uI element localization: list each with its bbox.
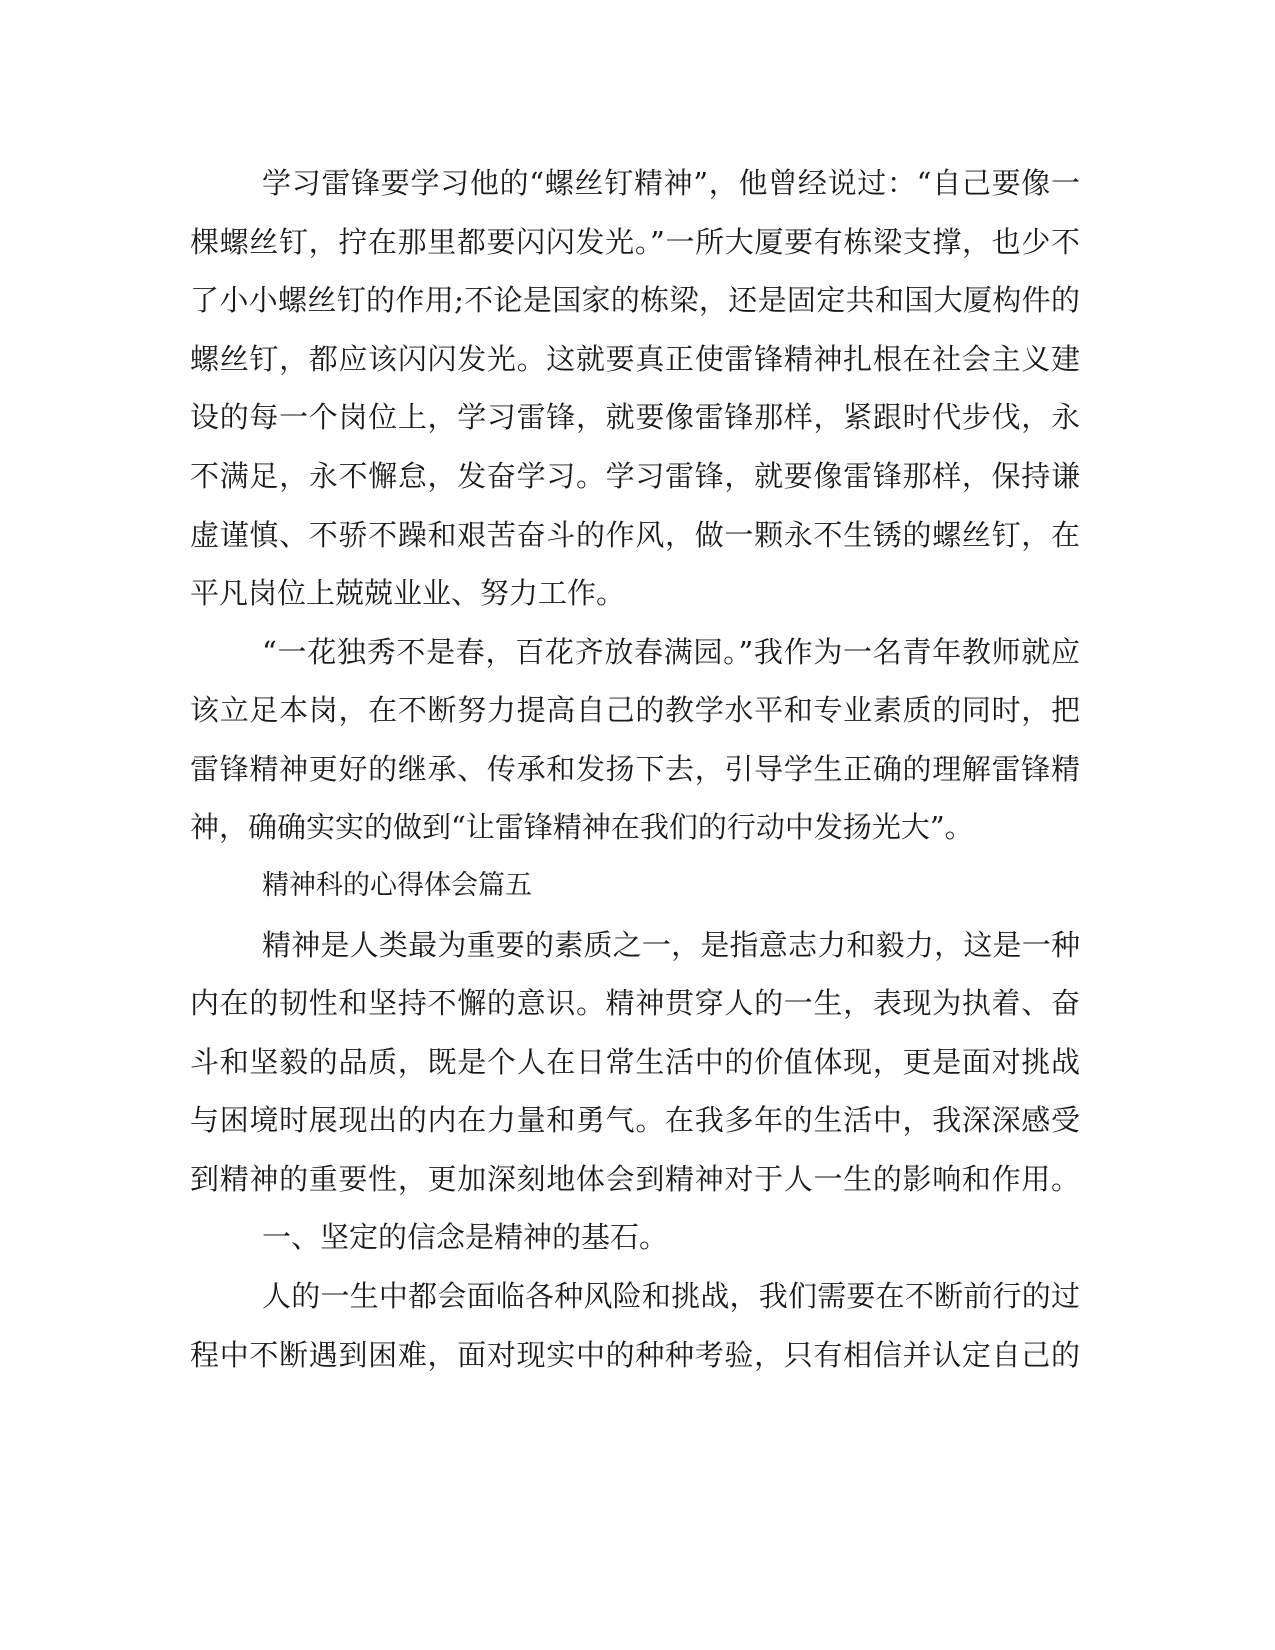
text-line: 到精神的重要性，更加深刻地体会到精神对于人一生的影响和作用。 [190, 1162, 1080, 1196]
text-line: 雷锋精神更好的继承、传承和发扬下去，引导学生正确的理解雷锋精 [190, 752, 1080, 786]
text-line: 虚谨慎、不骄不躁和艰苦奋斗的作风，做一颗永不生锈的螺丝钉，在 [190, 518, 1080, 552]
text-line: 设的每一个岗位上，学习雷锋，就要像雷锋那样，紧跟时代步伐，永 [190, 400, 1080, 434]
text-line: 一、坚定的信念是精神的基石。 [262, 1220, 669, 1254]
text-line: 该立足本岗，在不断努力提高自己的教学水平和专业素质的同时，把 [190, 693, 1080, 727]
section-heading: 精神科的心得体会篇五 [262, 870, 532, 901]
text-line: 精神是人类最为重要的素质之一，是指意志力和毅力，这是一种 [262, 928, 1080, 962]
text-line: 棵螺丝钉，拧在那里都要闪闪发光。”一所大厦要有栋梁支撑，也少不 [190, 225, 1080, 259]
text-line: 螺丝钉，都应该闪闪发光。这就要真正使雷锋精神扎根在社会主义建 [190, 342, 1080, 376]
text-line: “一花独秀不是春，百花齐放春满园。”我作为一名青年教师就应 [262, 635, 1080, 669]
text-line: 内在的韧性和坚持不懈的意识。精神贯穿人的一生，表现为执着、奋 [190, 986, 1080, 1020]
text-line: 斗和坚毅的品质，既是个人在日常生活中的价值体现，更是面对挑战 [190, 1045, 1080, 1079]
text-line: 平凡岗位上兢兢业业、努力工作。 [190, 576, 626, 610]
text-line: 人的一生中都会面临各种风险和挑战，我们需要在不断前行的过 [262, 1279, 1080, 1313]
text-line: 了小小螺丝钉的作用;不论是国家的栋梁，还是固定共和国大厦构件的 [190, 283, 1080, 317]
text-line: 不满足，永不懈怠，发奋学习。学习雷锋，就要像雷锋那样，保持谦 [190, 459, 1080, 493]
text-line: 神，确确实实的做到“让雷锋精神在我们的行动中发扬光大”。 [190, 810, 974, 844]
text-line: 程中不断遇到困难，面对现实中的种种考验，只有相信并认定自己的 [190, 1338, 1080, 1372]
text-line: 与困境时展现出的内在力量和勇气。在我多年的生活中，我深深感受 [190, 1103, 1080, 1137]
text-line: 学习雷锋要学习他的“螺丝钉精神”，他曾经说过：“自己要像一 [262, 166, 1080, 200]
